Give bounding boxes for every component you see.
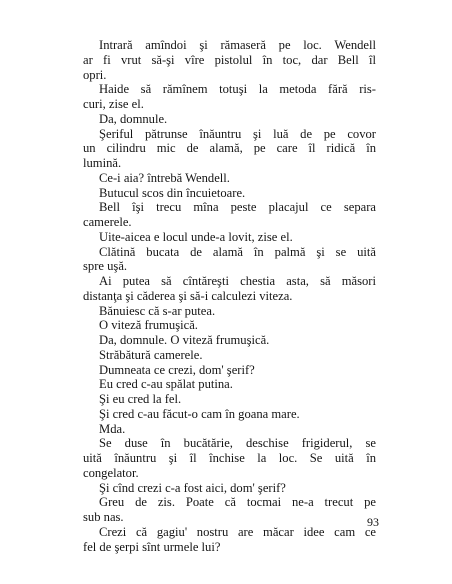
text-line: fel de şerpi sînt urmele lui? — [83, 539, 221, 554]
text-line: uită înăuntru şi îl închise la loc. Se uită în — [83, 451, 376, 465]
text-line: Şi eu cred la fel. — [99, 392, 182, 406]
text-line: Bănuiesc că s-ar putea. — [99, 303, 216, 318]
text-line: Da, domnule. O viteză frumuşică. — [99, 333, 270, 347]
text-line: Ai putea să cîntăreşti chestia asta, să măsori — [99, 274, 376, 288]
text-line: O viteză frumuşică. — [99, 318, 198, 333]
text-line: Uite-aicea e locul unde-a lovit, zise el. — [99, 229, 293, 244]
text-line: Crezi că gagiu' nostru are măcar idee cam ce — [99, 524, 376, 539]
text-line: curi, zise el. — [83, 97, 144, 111]
text-line: congelator. — [83, 465, 139, 480]
text-line: Dumneata ce crezi, dom' şerif? — [99, 362, 255, 377]
body-text — [83, 38, 376, 554]
text-line: Greu de zis. Poate că tocmai ne-a trecut pe — [99, 495, 376, 510]
text-line: lumină. — [83, 156, 122, 170]
text-line: sub nas. — [83, 510, 124, 524]
text-line: distanţa şi căderea şi să-i calculezi viteza. — [83, 288, 293, 303]
text-line: Butucul scos din încuietoare. — [99, 185, 246, 200]
text-line: Şeriful pătrunse înăuntru şi luă de pe covor — [99, 126, 376, 141]
text-line: Bell îşi trecu mîna peste placajul ce separa — [99, 200, 376, 215]
text-line: Clătină bucata de alamă în palmă şi se uită — [99, 244, 376, 259]
text-line: Străbătură camerele. — [99, 347, 203, 362]
page-number: 93 — [367, 515, 379, 529]
text-line: spre uşă. — [83, 259, 128, 274]
text-line: Intrară amîndoi şi rămaseră pe loc. Wendell — [99, 38, 376, 52]
text-line: Se duse în bucătărie, deschise frigiderul, se — [99, 436, 376, 451]
text-line: opri. — [83, 67, 107, 82]
text-line: camerele. — [83, 215, 132, 229]
text-line: Mda. — [99, 421, 126, 436]
text-line: Ce-i aia? întrebă Wendell. — [99, 170, 230, 185]
text-line: Eu cred c-au spălat putina. — [99, 377, 233, 392]
text-line: Haide să rămînem totuşi la metoda fără ris- — [99, 82, 376, 97]
text-line: ar fi vrut să-şi vîre pistolul în toc, dar Bell îl — [83, 52, 376, 67]
text-line: Da, domnule. — [99, 111, 168, 126]
text-line: Şi cînd crezi c-a fost aici, dom' şerif? — [99, 480, 286, 495]
text-line: Şi cred c-au făcut-o cam în goana mare. — [99, 406, 300, 421]
text-line: un cilindru mic de alamă, pe care îl ridică în — [83, 141, 376, 156]
